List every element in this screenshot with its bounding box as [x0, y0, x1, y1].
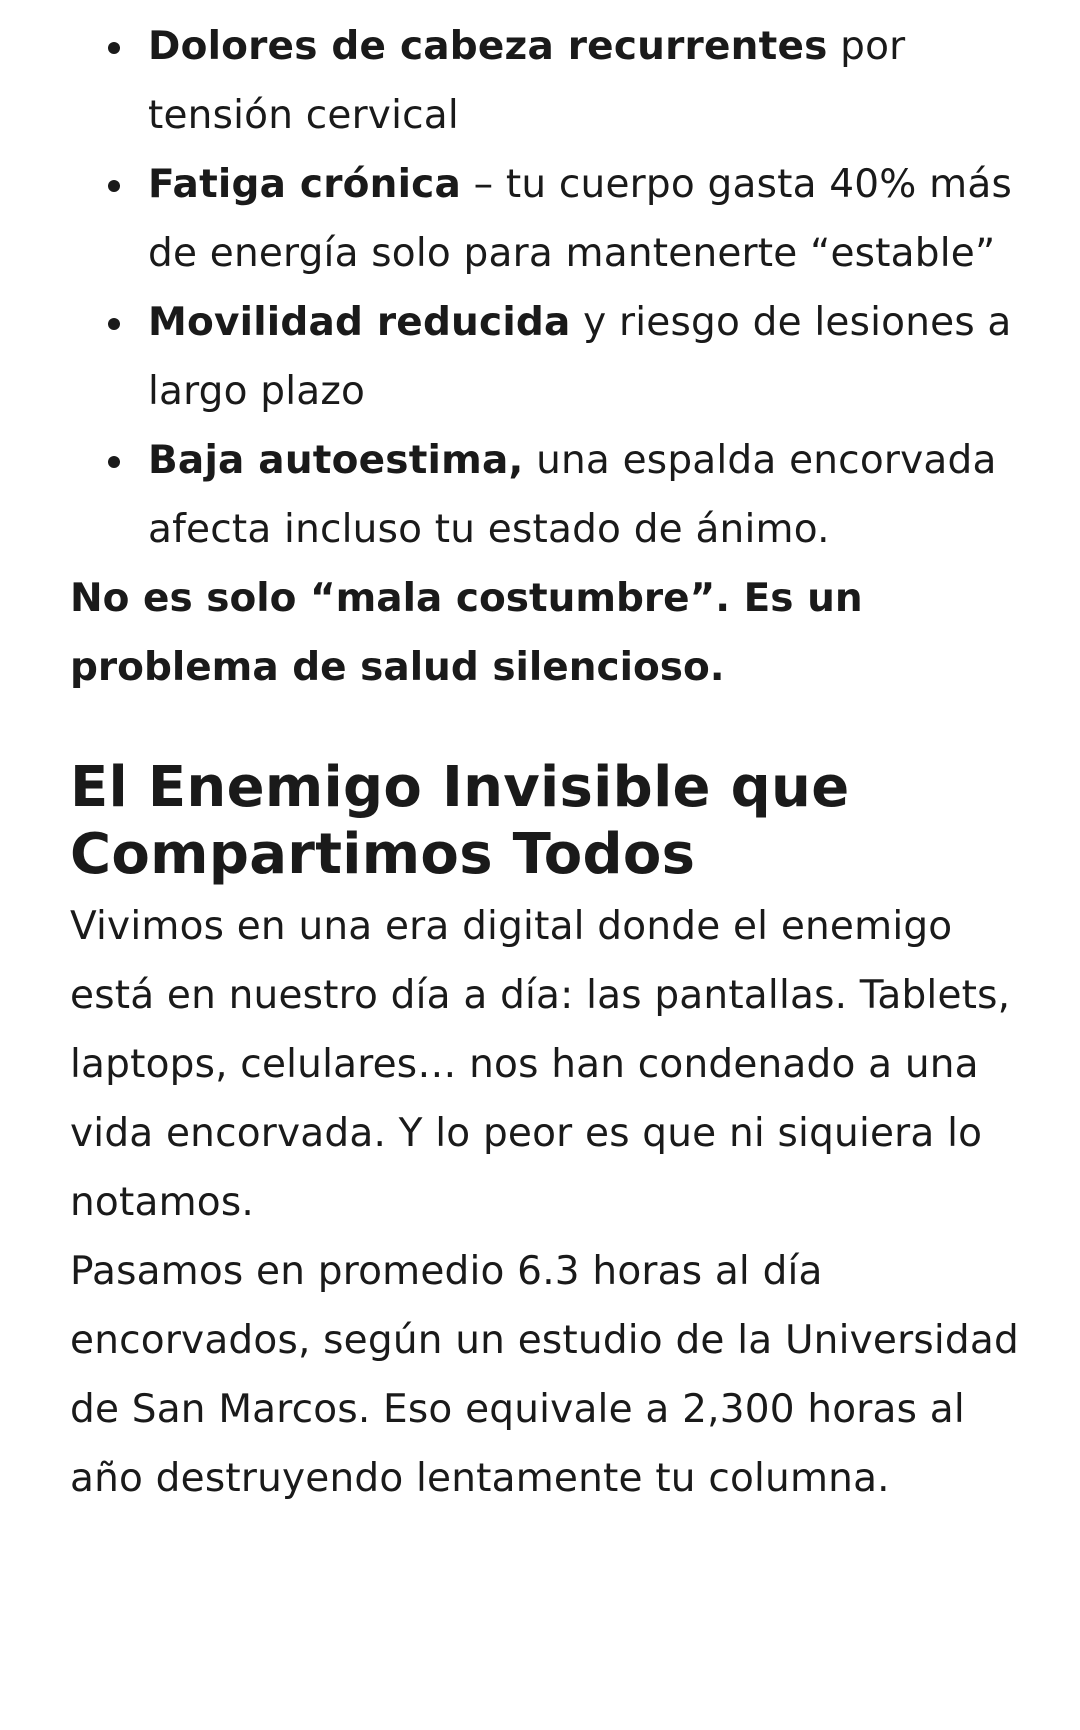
list-item-text: y riesgo de lesiones a largo plazo [148, 300, 1012, 414]
bullet-icon [108, 180, 120, 192]
list-item-text: – tu cuerpo gasta 40% más de energía solo para mantenerte “estable” [148, 162, 1012, 276]
section-heading: El Enemigo Invisible que Compartimos Todos [70, 755, 850, 887]
bullet-icon [108, 456, 120, 468]
list-item [148, 426, 1020, 564]
list-item-text: por tensión cervical [148, 24, 906, 138]
list-item-bold-text: Movilidad reducida [148, 300, 571, 345]
list-item [148, 288, 1020, 426]
list-item-bold-text: Baja autoestima, [148, 438, 524, 483]
list-item [148, 150, 1020, 288]
body-paragraph: Vivimos en una era digital donde el enemigo está en nuestro día a día: las pantallas. Tablets, laptops, celulares… nos han condenado a una vida encorvada. Y lo peor es que ni siquiera lo notamos. [70, 904, 1011, 1225]
callout-statement: No es solo “mala costumbre”. Es un problema de salud silencioso. [70, 576, 863, 690]
list-item-text: una espalda encorvada afecta incluso tu estado de ánimo. [148, 438, 997, 552]
body-paragraph: Pasamos en promedio 6.3 horas al día encorvados, según un estudio de la Universidad de San Marcos. Eso equivale a 2,300 horas al año destruyendo lentamente tu columna. [70, 1249, 1019, 1501]
bullet-icon [108, 42, 120, 54]
symptom-list [70, 12, 1020, 564]
list-item-bold-text: Fatiga crónica [148, 162, 462, 207]
list-item [148, 12, 1020, 150]
bullet-icon [108, 318, 120, 330]
list-item-bold-text: Dolores de cabeza recurrentes [148, 24, 828, 69]
